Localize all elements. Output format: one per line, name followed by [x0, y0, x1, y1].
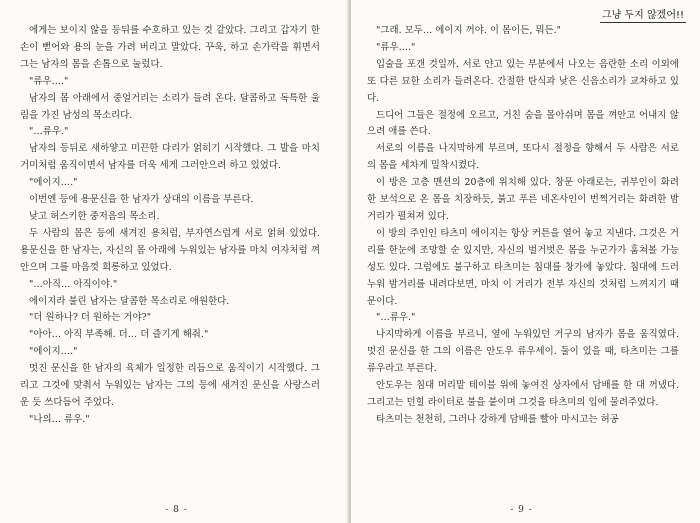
paragraph: 에게는 보이지 않을 등뒤를 수호하고 있는 것 같았다. 그리고 갑자기 한 손이 뻗어와 용의 눈을 가려 버리고 말았다. 꾸욱, 하고 손가락을 휘면서 그는 남자의 몸을 손톱으로 눌렀다.: [20, 25, 320, 70]
paragraph: "그래. 모두… 에이지 꺼야. 이 몸이든, 뭐든.": [376, 25, 562, 36]
paragraph: "…류우.": [376, 312, 416, 324]
paragraph: 타츠미는 천천히, 그러나 강하게 담배를 빨아 마시고는 허공: [376, 413, 619, 425]
paragraph: 이번엔 등에 용문신을 한 남자가 상대의 이름을 부른다.: [29, 194, 254, 206]
paragraph: 이 방의 주인인 타츠미 에이지는 항상 커튼을 열어 놓고 지낸다. 그것은 거리를 한눈에 조망할 순 있지만, 자신의 벌거벗은 몸을 누군가가 훔쳐볼 가능성도 있다. 그럼에도 불구하고 타츠미는 침대를 창가에 놓았다. 침대에 드러누워 밤거리를 내려다보면, 마치 이 거리가 전부 자신의 것처럼 느껴지기 때문이다.: [367, 227, 679, 307]
right-page-body: [367, 23, 679, 429]
paragraph: "더 원하나? 더 원하는 거야?": [29, 312, 152, 324]
paragraph: 이 방은 고층 맨션의 20층에 위치해 있다. 창문 아래로는, 귀부인이 화려한 보석으로 온 몸을 치장하듯, 붉고 푸른 네온사인이 번쩍거리는 화려한 밤거리가 펼쳐져 있다.: [367, 177, 679, 222]
paragraph: 입술을 포갠 것일까. 서로 얀고 있는 부분에서 나오는 음란한 소리 이외에 또 다른 묘한 소리가 들려온다. 간절한 탄식과 낮은 신음소리가 교차하고 있다.: [367, 58, 679, 104]
paragraph: 멋진 문신을 한 남자의 육체가 일정한 리듬으로 움직이기 시작했다. 그리고 그것에 맞춰서 누워있는 남자는 그의 등에 새겨진 문신을 사랑스러운 듯 쓰다듬어 주었다.: [20, 363, 320, 408]
paragraph: 낮고 허스키한 중저음의 목소리.: [29, 210, 160, 222]
paragraph: "에이지….": [29, 346, 78, 358]
page-number-left: - 8 -: [165, 505, 188, 515]
paragraph: "류우….": [29, 75, 69, 87]
paragraph: "…류우.": [29, 126, 69, 138]
paragraph: 드디어 그들은 절정에 오르고, 거친 숨을 몰아쉬며 몸을 껴안고 어내지 않으려 애를 쓴다.: [367, 109, 679, 138]
paragraph: "…아직… 아직이야.": [29, 278, 118, 290]
paragraph: 남자의 등뒤로 새하얗고 미끈한 다리가 얽히기 시작했다. 그 발을 마치 거미처럼 움직이면서 남자를 더욱 세게 그러안으려 하고 있었다.: [20, 143, 320, 172]
page-number-right: - 9 -: [510, 505, 533, 515]
running-header: 그냥 두지 않겠어!!: [600, 6, 686, 23]
paragraph: 남자의 몸 아래에서 중얼거리는 소리가 들려 온다. 달콤하고 독특한 울림을 가진 남성의 목소리다.: [20, 92, 320, 121]
right-page: [351, 0, 700, 523]
paragraph: 나지막하게 이름을 부르니, 옆에 누워있던 거구의 남자가 몸을 움직였다. 멋진 문신을 한 그의 이름은 안도우 류우세이. 둘이 있을 때, 타츠미는 그를 류우라고 부른다.: [367, 329, 679, 375]
left-page: [0, 0, 349, 523]
paragraph: 에이지라 불린 남자는 달콤한 목소리로 애원한다.: [29, 295, 230, 307]
paragraph: "류우….": [376, 41, 416, 53]
paragraph: 안도우는 침대 머리맡 테이블 위에 놓여진 상자에서 담배를 한 대 꺼냈다. 그리고는 던힐 라이터로 불을 붙이며 그것을 타츠미의 입에 물려주었다.: [367, 380, 679, 408]
paragraph: "나의… 류우.": [29, 413, 90, 425]
paragraph: "아아… 아직 부족해. 더… 더 즐기게 해줘.": [29, 329, 209, 341]
paragraph: "에이지….": [29, 177, 78, 189]
left-page-body: [20, 23, 320, 429]
paragraph: 두 사람의 몸은 등에 새겨진 용처럼, 부자연스럽게 서로 얽혀 있었다. 용문신을 한 남자는, 자신의 몸 아래에 누워있는 남자를 마치 여자처럼 껴안으며 그를 마음껏 희롱하고 있었다.: [20, 227, 320, 273]
paragraph: 서로의 이름을 나지막하게 부르며, 또다시 절정을 향해서 두 사람은 서로의 몸을 세차게 밀착시켰다.: [367, 143, 679, 172]
